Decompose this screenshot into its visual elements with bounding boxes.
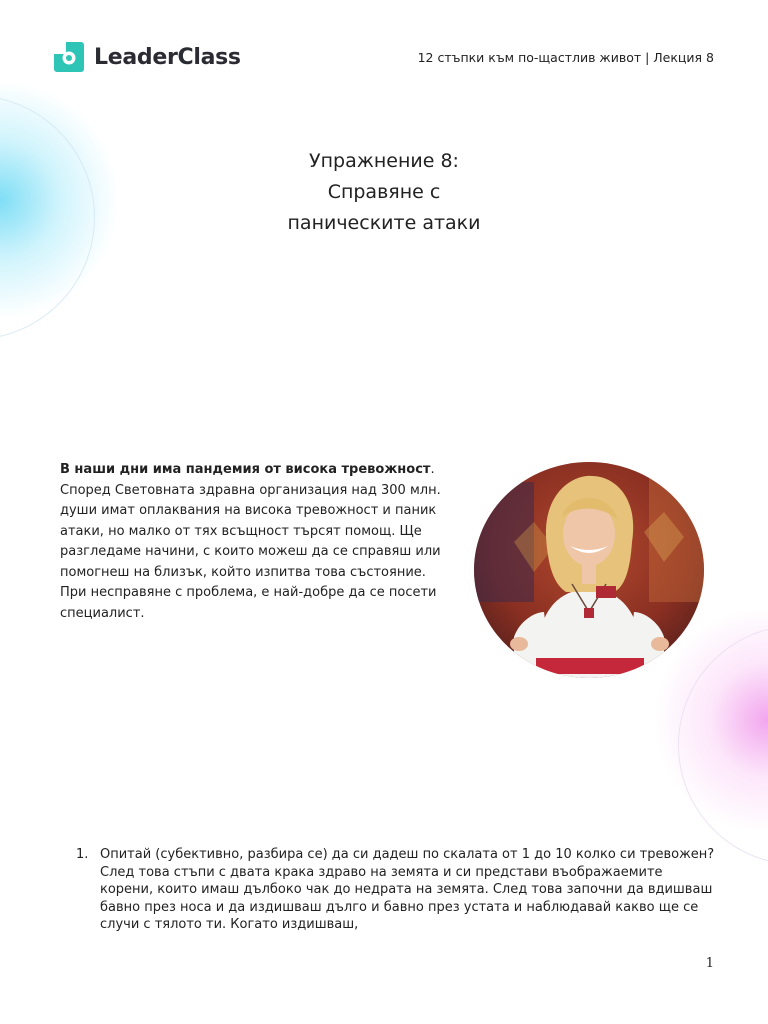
leaderclass-logo-icon [54,42,84,72]
exercise-title [0,146,768,239]
intro-paragraph [60,460,442,624]
title-line-2: Справяне с [327,181,441,203]
title-line-3: паническите атаки [287,212,481,234]
title-line-1: Упражнение 8: [309,150,459,172]
lecturer-photo-illustration [474,462,704,678]
step-text: Опитай (субективно, разбира се) да си дадеш по скалата от 1 до 10 колко си тревожен? След това стъпи с двата крака здраво на земята и си представи въображаемите корени, които имаш дълбоко чак до недрата на земята. След това започни да вдишваш бавно през носа и да издишваш дълго и бавно през устата и наблюдавай какво ще се случи с тялото ти. Когато издишваш, [100,847,715,932]
lecturer-portrait [474,462,704,678]
intro-body: . Според Световната здравна организация над 300 млн. души имат оплаквания на висока тревожност и паник атаки, но малко от тях всъщност търсят помощ. Ще разгледаме начини, с които можеш да се справяш или помогнеш на близък, който изпитва това състояние. При несправяне с проблема, е най-добре да се посети специалист. [60,462,441,621]
list-item [76,846,716,934]
brand-name: LeaderClass [94,44,241,70]
intro-bold-lead: В наши дни има пандемия от висока тревожност [60,462,431,477]
step-number: 1. [76,847,89,862]
page-number: 1 [705,956,714,971]
brand-logo [54,42,241,72]
steps-list [76,846,716,934]
page-header [54,40,714,76]
course-info: 12 стъпки към по-щастлив живот | Лекция 8 [417,50,714,65]
